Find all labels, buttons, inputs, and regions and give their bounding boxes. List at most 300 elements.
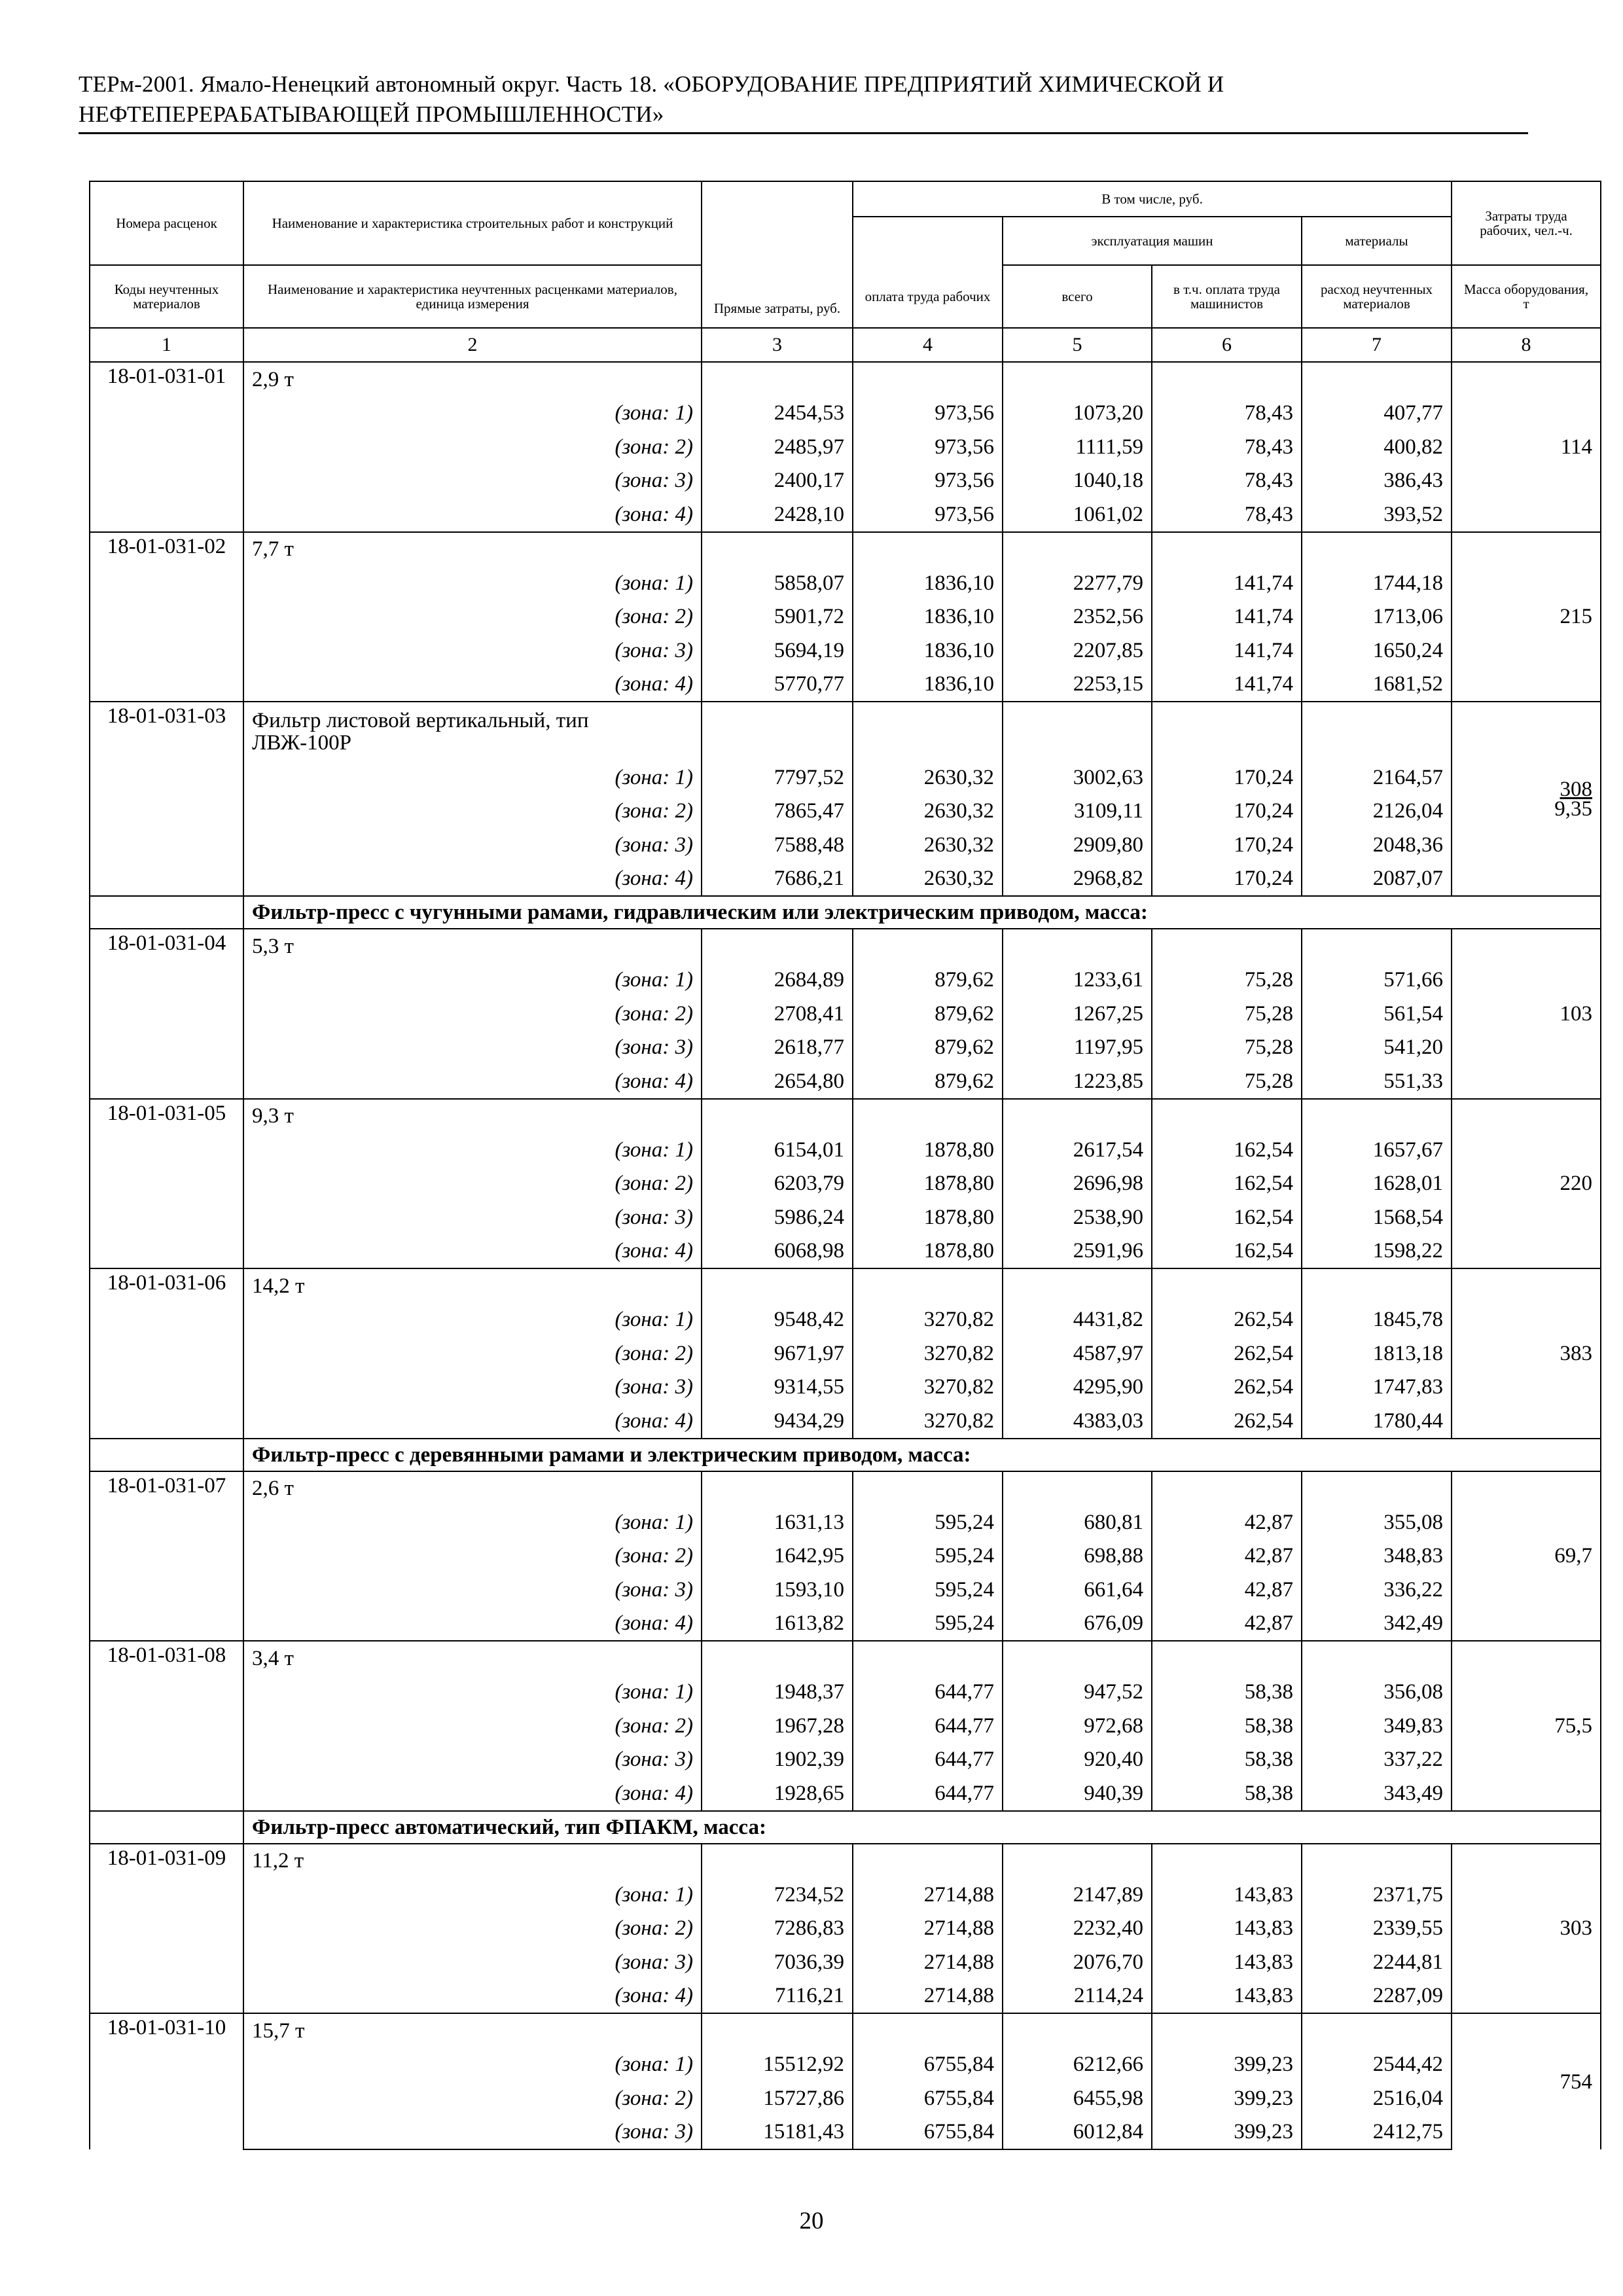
machines-total: 6212,66 [1003,2048,1152,2082]
zone-row [90,430,1601,464]
machines-total: 4587,97 [1003,1336,1152,1371]
direct-cost: 7286,83 [702,1912,853,1946]
materials-cost: 541,20 [1302,1031,1452,1065]
zone-label: (зона: 4) [243,497,702,532]
worker-wages: 6755,84 [853,2048,1003,2082]
table-row [90,2013,1601,2048]
zone-row [90,497,1601,532]
machines-total: 1040,18 [1003,464,1152,498]
zone-label: (зона: 2) [243,430,702,464]
col-header-machines: эксплуатация машин [1003,217,1302,265]
zone-row [90,2048,1601,2082]
worker-wages: 973,56 [853,497,1003,532]
materials-cost: 1598,22 [1302,1234,1452,1269]
col-header-total: всего [1003,265,1152,328]
zone-label: (зона: 2) [243,1539,702,1573]
zone-row [90,1064,1601,1099]
machines-total: 940,39 [1003,1776,1152,1811]
operator-wages: 141,74 [1152,566,1302,600]
empty-cell [1003,1641,1152,1676]
empty-cell [1152,1268,1302,1303]
direct-cost: 1631,13 [702,1505,853,1539]
worker-wages: 973,56 [853,397,1003,431]
machines-total: 2909,80 [1003,828,1152,862]
worker-wages: 644,77 [853,1709,1003,1743]
column-number: 3 [702,328,853,362]
materials-cost: 337,22 [1302,1743,1452,1777]
worker-wages: 973,56 [853,464,1003,498]
materials-cost: 2339,55 [1302,1912,1452,1946]
rate-code: 18-01-031-07 [90,1471,243,1641]
materials-cost: 2048,36 [1302,828,1452,862]
col-header-labor: Затраты труда рабочих, чел.-ч. [1452,181,1601,265]
empty-cell [1003,362,1152,397]
machines-total: 4431,82 [1003,1303,1152,1337]
zone-row [90,1979,1601,2014]
worker-wages: 644,77 [853,1676,1003,1710]
machines-total: 2968,82 [1003,862,1152,897]
zone-row [90,1167,1601,1201]
direct-cost: 9434,29 [702,1404,853,1439]
column-numbers-row [90,328,1601,362]
machines-total: 1197,95 [1003,1031,1152,1065]
operator-wages: 141,74 [1152,600,1302,634]
operator-wages: 75,28 [1152,997,1302,1031]
worker-wages: 595,24 [853,1573,1003,1607]
worker-wages: 3270,82 [853,1404,1003,1439]
section-code-cell [90,1439,243,1471]
worker-wages: 2714,88 [853,1912,1003,1946]
zone-label: (зона: 4) [243,862,702,897]
materials-cost: 348,83 [1302,1539,1452,1573]
worker-wages: 644,77 [853,1776,1003,1811]
zone-row [90,862,1601,897]
zone-row [90,1539,1601,1573]
machines-total: 3109,11 [1003,795,1152,829]
rate-name: 15,7 т [243,2013,702,2048]
empty-cell [1003,929,1152,963]
materials-cost: 551,33 [1302,1064,1452,1099]
materials-cost: 2412,75 [1302,2115,1452,2150]
rate-name: 14,2 т [243,1268,702,1303]
labor-cost: 754 [1452,2013,1601,2149]
worker-wages: 2630,32 [853,761,1003,795]
zone-row [90,634,1601,668]
machines-total: 920,40 [1003,1743,1152,1777]
page-number: 20 [799,2208,824,2234]
materials-cost: 1780,44 [1302,1404,1452,1439]
section-header-row [90,1439,1601,1471]
zone-label: (зона: 1) [243,761,702,795]
machines-total: 2617,54 [1003,1133,1152,1167]
rate-name: 2,9 т [243,362,702,397]
zone-row [90,795,1601,829]
empty-cell [1003,1099,1152,1134]
materials-cost: 1650,24 [1302,634,1452,668]
rate-name: Фильтр листовой вертикальный, тип ЛВЖ-100Р [243,702,702,761]
zone-row [90,1676,1601,1710]
zone-row [90,1133,1601,1167]
zone-label: (зона: 2) [243,1912,702,1946]
materials-cost: 1681,52 [1302,668,1452,702]
rate-name: 3,4 т [243,1641,702,1676]
worker-wages: 6755,84 [853,2115,1003,2150]
zone-label: (зона: 4) [243,1776,702,1811]
worker-wages: 1836,10 [853,566,1003,600]
table-row [90,532,1601,567]
col-header-direct: Прямые затраты, руб. [702,181,853,328]
materials-cost: 1568,54 [1302,1200,1452,1234]
empty-cell [702,1268,853,1303]
worker-wages: 1878,80 [853,1133,1003,1167]
operator-wages: 75,28 [1152,963,1302,997]
direct-cost: 1967,28 [702,1709,853,1743]
column-number: 6 [1152,328,1302,362]
materials-cost: 407,77 [1302,397,1452,431]
table-row [90,1099,1601,1134]
materials-cost: 2087,07 [1302,862,1452,897]
operator-wages: 75,28 [1152,1031,1302,1065]
direct-cost: 7588,48 [702,828,853,862]
direct-cost: 2454,53 [702,397,853,431]
empty-cell [853,1471,1003,1506]
zone-row [90,1743,1601,1777]
col-header-operator-wages: в т.ч. оплата труда машинистов [1152,265,1302,328]
zone-label: (зона: 3) [243,828,702,862]
zone-label: (зона: 3) [243,1371,702,1405]
materials-cost: 349,83 [1302,1709,1452,1743]
direct-cost: 1928,65 [702,1776,853,1811]
empty-cell [853,1641,1003,1676]
materials-cost: 1744,18 [1302,566,1452,600]
machines-total: 2696,98 [1003,1167,1152,1201]
labor-cost: 69,7 [1452,1471,1601,1641]
machines-total: 2253,15 [1003,668,1152,702]
materials-cost: 343,49 [1302,1776,1452,1811]
column-number: 1 [90,328,243,362]
machines-total: 3002,63 [1003,761,1152,795]
zone-label: (зона: 2) [243,600,702,634]
table-row [90,1268,1601,1303]
materials-cost: 2544,42 [1302,2048,1452,2082]
labor-cost [1452,702,1601,896]
direct-cost: 5986,24 [702,1200,853,1234]
machines-total: 2232,40 [1003,1912,1152,1946]
operator-wages: 170,24 [1152,761,1302,795]
zone-row [90,1573,1601,1607]
materials-cost: 561,54 [1302,997,1452,1031]
rate-code: 18-01-031-04 [90,929,243,1099]
materials-cost: 386,43 [1302,464,1452,498]
rate-name: 7,7 т [243,532,702,567]
materials-cost: 356,08 [1302,1676,1452,1710]
zone-row [90,1709,1601,1743]
rate-code: 18-01-031-06 [90,1268,243,1439]
operator-wages: 42,87 [1152,1573,1302,1607]
empty-cell [1302,1471,1452,1506]
empty-cell [702,2013,853,2048]
empty-cell [702,362,853,397]
direct-cost: 1613,82 [702,1607,853,1641]
empty-cell [1302,1844,1452,1878]
zone-label: (зона: 3) [243,1573,702,1607]
col-header-code: Номера расценок [90,181,243,265]
empty-cell [853,2013,1003,2048]
direct-cost: 1948,37 [702,1676,853,1710]
empty-cell [1152,1099,1302,1134]
zone-row [90,761,1601,795]
operator-wages: 143,83 [1152,1912,1302,1946]
zone-label: (зона: 3) [243,464,702,498]
labor-cost: 215 [1452,532,1601,702]
machines-total: 1267,25 [1003,997,1152,1031]
materials-cost: 2126,04 [1302,795,1452,829]
section-title: Фильтр-пресс автоматический, тип ФПАКМ, масса: [243,1811,1601,1844]
materials-cost: 1628,01 [1302,1167,1452,1201]
labor-cost: 114 [1452,362,1601,532]
machines-total: 661,64 [1003,1573,1152,1607]
rate-name: 5,3 т [243,929,702,963]
direct-cost: 7116,21 [702,1979,853,2014]
machines-total: 4295,90 [1003,1371,1152,1405]
table-row [90,362,1601,397]
empty-cell [1302,1268,1452,1303]
direct-cost: 6068,98 [702,1234,853,1269]
machines-total: 2207,85 [1003,634,1152,668]
zone-label: (зона: 2) [243,1336,702,1371]
labor-cost: 75,5 [1452,1641,1601,1811]
zone-label: (зона: 3) [243,1945,702,1979]
direct-cost: 9548,42 [702,1303,853,1337]
empty-cell [702,929,853,963]
operator-wages: 143,83 [1152,1979,1302,2014]
empty-cell [702,1844,853,1878]
machines-total: 698,88 [1003,1539,1152,1573]
machines-total: 676,09 [1003,1607,1152,1641]
rates-body [90,362,1601,2149]
materials-cost: 2164,57 [1302,761,1452,795]
worker-wages: 1878,80 [853,1234,1003,1269]
section-code-cell [90,896,243,929]
machines-total: 1111,59 [1003,430,1152,464]
rate-code: 18-01-031-08 [90,1641,243,1811]
empty-cell [1003,702,1152,761]
empty-cell [702,1471,853,1506]
operator-wages: 143,83 [1152,1878,1302,1912]
rate-code: 18-01-031-03 [90,702,243,896]
rate-name: 11,2 т [243,1844,702,1878]
direct-cost: 5694,19 [702,634,853,668]
operator-wages: 399,23 [1152,2048,1302,2082]
materials-cost: 1845,78 [1302,1303,1452,1337]
table-row [90,702,1601,761]
machines-total: 947,52 [1003,1676,1152,1710]
empty-cell [1152,2013,1302,2048]
worker-wages: 2630,32 [853,828,1003,862]
empty-cell [1302,1641,1452,1676]
machines-total: 1223,85 [1003,1064,1152,1099]
operator-wages: 162,54 [1152,1133,1302,1167]
equipment-mass-value: 9,35 [1554,797,1593,821]
empty-cell [702,702,853,761]
rate-name: 2,6 т [243,1471,702,1506]
zone-row [90,1031,1601,1065]
direct-cost: 7686,21 [702,862,853,897]
materials-cost: 2244,81 [1302,1945,1452,1979]
machines-total: 2147,89 [1003,1878,1152,1912]
labor-cost: 303 [1452,1844,1601,2014]
section-header-row [90,896,1601,929]
zone-row [90,1776,1601,1811]
rate-code: 18-01-031-05 [90,1099,243,1269]
worker-wages: 2714,88 [853,1979,1003,2014]
col-header-code2: Коды неучтенных материалов [90,265,243,328]
operator-wages: 58,38 [1152,1709,1302,1743]
direct-cost: 2400,17 [702,464,853,498]
zone-label: (зона: 1) [243,397,702,431]
materials-cost: 336,22 [1302,1573,1452,1607]
direct-cost: 5770,77 [702,668,853,702]
zone-label: (зона: 4) [243,1404,702,1439]
labor-cost: 383 [1452,1268,1601,1439]
operator-wages: 58,38 [1152,1676,1302,1710]
column-number: 8 [1452,328,1601,362]
col-header-name2: Наименование и характеристика неучтенных расценками материалов, единица измерения [243,265,702,328]
operator-wages: 170,24 [1152,828,1302,862]
empty-cell [1003,532,1152,567]
zone-row [90,397,1601,431]
zone-label: (зона: 2) [243,795,702,829]
direct-cost: 1642,95 [702,1539,853,1573]
worker-wages: 1878,80 [853,1200,1003,1234]
machines-total: 6455,98 [1003,2081,1152,2115]
empty-cell [1152,362,1302,397]
machines-total: 1073,20 [1003,397,1152,431]
zone-label: (зона: 1) [243,2048,702,2082]
section-title: Фильтр-пресс с деревянными рамами и электрическим приводом, масса: [243,1439,1601,1471]
worker-wages: 879,62 [853,1064,1003,1099]
worker-wages: 3270,82 [853,1336,1003,1371]
rates-table [89,181,1601,2150]
empty-cell [1152,929,1302,963]
empty-cell [853,929,1003,963]
worker-wages: 879,62 [853,1031,1003,1065]
operator-wages: 399,23 [1152,2115,1302,2150]
direct-cost: 9671,97 [702,1336,853,1371]
worker-wages: 1836,10 [853,634,1003,668]
table-row [90,1844,1601,1878]
operator-wages: 58,38 [1152,1743,1302,1777]
materials-cost: 342,49 [1302,1607,1452,1641]
machines-total: 972,68 [1003,1709,1152,1743]
operator-wages: 399,23 [1152,2081,1302,2115]
header-line-1: ТЕРм-2001. Ямало-Ненецкий автономный округ. Часть 18. «ОБОРУДОВАНИЕ ПРЕДПРИЯТИЙ ХИМИЧЕСКОЙ И [79,71,1224,97]
direct-cost: 7865,47 [702,795,853,829]
materials-cost: 355,08 [1302,1505,1452,1539]
empty-cell [1003,1471,1152,1506]
machines-total: 2277,79 [1003,566,1152,600]
empty-cell [853,702,1003,761]
direct-cost: 9314,55 [702,1371,853,1405]
col-header-blank [853,217,1003,265]
machines-total: 1233,61 [1003,963,1152,997]
materials-cost: 2371,75 [1302,1878,1452,1912]
zone-label: (зона: 3) [243,1200,702,1234]
machines-total: 2114,24 [1003,1979,1152,2014]
zone-row [90,1336,1601,1371]
empty-cell [1302,929,1452,963]
zone-row [90,600,1601,634]
column-number: 4 [853,328,1003,362]
direct-cost: 2485,97 [702,430,853,464]
empty-cell [1302,362,1452,397]
zone-row [90,1945,1601,1979]
machines-total: 6012,84 [1003,2115,1152,2150]
empty-cell [1152,702,1302,761]
rate-name: 9,3 т [243,1099,702,1134]
machines-total: 2076,70 [1003,1945,1152,1979]
operator-wages: 170,24 [1152,862,1302,897]
operator-wages: 78,43 [1152,397,1302,431]
zone-label: (зона: 3) [243,2115,702,2150]
materials-cost: 2516,04 [1302,2081,1452,2115]
materials-cost: 400,82 [1302,430,1452,464]
header-line-2: НЕФТЕПЕРЕРАБАТЫВАЮЩЕЙ ПРОМЫШЛЕННОСТИ» [79,101,664,127]
empty-cell [1152,1844,1302,1878]
zone-label: (зона: 3) [243,1031,702,1065]
materials-cost: 1713,06 [1302,600,1452,634]
worker-wages: 595,24 [853,1607,1003,1641]
empty-cell [1302,532,1452,567]
empty-cell [1302,702,1452,761]
direct-cost: 1902,39 [702,1743,853,1777]
operator-wages: 170,24 [1152,795,1302,829]
operator-wages: 42,87 [1152,1539,1302,1573]
rate-code: 18-01-031-09 [90,1844,243,2014]
zone-label: (зона: 1) [243,1133,702,1167]
worker-wages: 3270,82 [853,1303,1003,1337]
zone-row [90,2115,1601,2150]
zone-label: (зона: 3) [243,634,702,668]
zone-label: (зона: 1) [243,566,702,600]
labor-cost-value: 308 [1560,777,1593,801]
zone-row [90,2081,1601,2115]
direct-cost: 5901,72 [702,600,853,634]
zone-label: (зона: 4) [243,1607,702,1641]
zone-label: (зона: 1) [243,1878,702,1912]
operator-wages: 42,87 [1152,1607,1302,1641]
direct-cost: 2618,77 [702,1031,853,1065]
direct-cost: 15181,43 [702,2115,853,2150]
worker-wages: 644,77 [853,1743,1003,1777]
labor-cost: 220 [1452,1099,1601,1269]
machines-total: 1061,02 [1003,497,1152,532]
machines-total: 2591,96 [1003,1234,1152,1269]
machines-total: 4383,03 [1003,1404,1152,1439]
col-header-materials: материалы [1302,217,1452,265]
zone-row [90,1200,1601,1234]
operator-wages: 42,87 [1152,1505,1302,1539]
direct-cost: 7234,52 [702,1878,853,1912]
machines-total: 2352,56 [1003,600,1152,634]
materials-cost: 1657,67 [1302,1133,1452,1167]
section-title: Фильтр-пресс с чугунными рамами, гидравлическим или электрическим приводом, масса: [243,896,1601,929]
zone-row [90,997,1601,1031]
zone-row [90,1878,1601,1912]
column-number: 5 [1003,328,1152,362]
zone-row [90,668,1601,702]
worker-wages: 2714,88 [853,1945,1003,1979]
